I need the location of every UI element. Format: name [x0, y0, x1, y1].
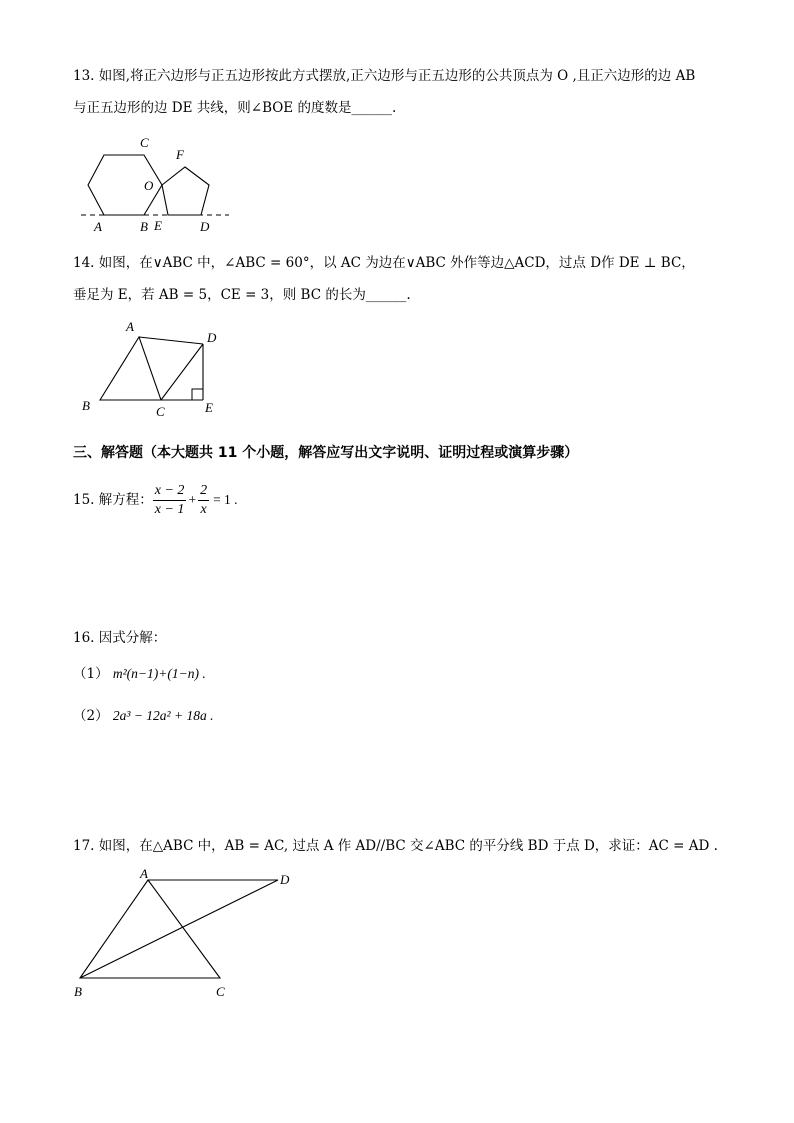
q17-text-line1: 17. 如图，在△ABC 中，AB = AC, 过点 A 作 AD//BC 交∠ABC 的平分线 BD 于点 D，求证：AC = AD .: [73, 838, 718, 854]
q15-equation: [73, 478, 238, 522]
q15-prefix: 15. 解方程：: [73, 492, 153, 508]
q15-fraction-2: [198, 482, 209, 519]
label-D: D: [200, 219, 210, 234]
label-O: O: [144, 178, 154, 193]
label-C: C: [140, 135, 149, 150]
q14-figure: [76, 318, 236, 418]
pentagon: [162, 167, 209, 215]
q13-text-line1: 13. 如图,将正六边形与正五边形按此方式摆放,正六边形与正五边形的公共顶点为 O ,且正六边形的边 AB: [73, 68, 696, 84]
q15-tail: = 1 .: [213, 492, 238, 507]
q15-frac1-denominator: x − 1: [154, 501, 185, 517]
triangle-ABC: [100, 337, 161, 400]
label-D: D: [280, 872, 290, 887]
label-B: B: [82, 398, 90, 413]
label-E: E: [205, 400, 213, 415]
q16-part2-label: （2）: [73, 708, 109, 724]
q16-part2-expr: 2a³ − 12a² + 18a .: [112, 708, 214, 723]
q14-text-line2: 垂足为 E，若 AB = 5，CE = 3，则 BC 的长为______.: [73, 287, 411, 303]
q15-frac1-numerator: x − 2: [153, 482, 187, 501]
label-E: E: [154, 218, 162, 233]
segment-BD: [80, 880, 278, 978]
triangle-ABC: [80, 880, 220, 978]
label-A: A: [140, 866, 148, 881]
q13-text-line2: 与正五边形的边 DE 共线，则∠BOE 的度数是______.: [73, 100, 397, 116]
right-angle-mark: [192, 389, 203, 400]
q15-frac2-denominator: x: [200, 501, 207, 517]
q14-text-line1: 14. 如图，在∨ABC 中，∠ABC = 60°，以 AC 为边在∨ABC 外作等边△ACD，过点 D作 DE ⊥ BC，: [73, 255, 695, 271]
label-C: C: [156, 404, 165, 418]
q16-title: 16. 因式分解：: [73, 630, 167, 646]
q16-part1: [73, 664, 206, 684]
q13-figure: [74, 134, 244, 234]
q16-part2: [73, 706, 213, 726]
section-heading: 三、解答题（本大题共 11 个小题，解答应写出文字说明、证明过程或演算步骤）: [73, 445, 579, 461]
segment-CD: [161, 344, 203, 400]
label-A: A: [126, 319, 134, 334]
q16-part1-expr: m²(n−1)+(1−n) .: [112, 666, 206, 681]
q15-fraction-1: [153, 482, 187, 519]
label-B: B: [140, 219, 148, 234]
label-C: C: [216, 984, 225, 999]
label-A: A: [94, 219, 102, 234]
segment-AD: [139, 337, 203, 344]
q15-plus: +: [188, 492, 197, 507]
q17-figure: [68, 866, 308, 1006]
q15-frac2-numerator: 2: [198, 482, 209, 501]
label-D: D: [207, 330, 217, 345]
label-F: F: [176, 147, 184, 162]
q16-part1-label: （1）: [73, 666, 109, 682]
label-B: B: [74, 984, 82, 999]
